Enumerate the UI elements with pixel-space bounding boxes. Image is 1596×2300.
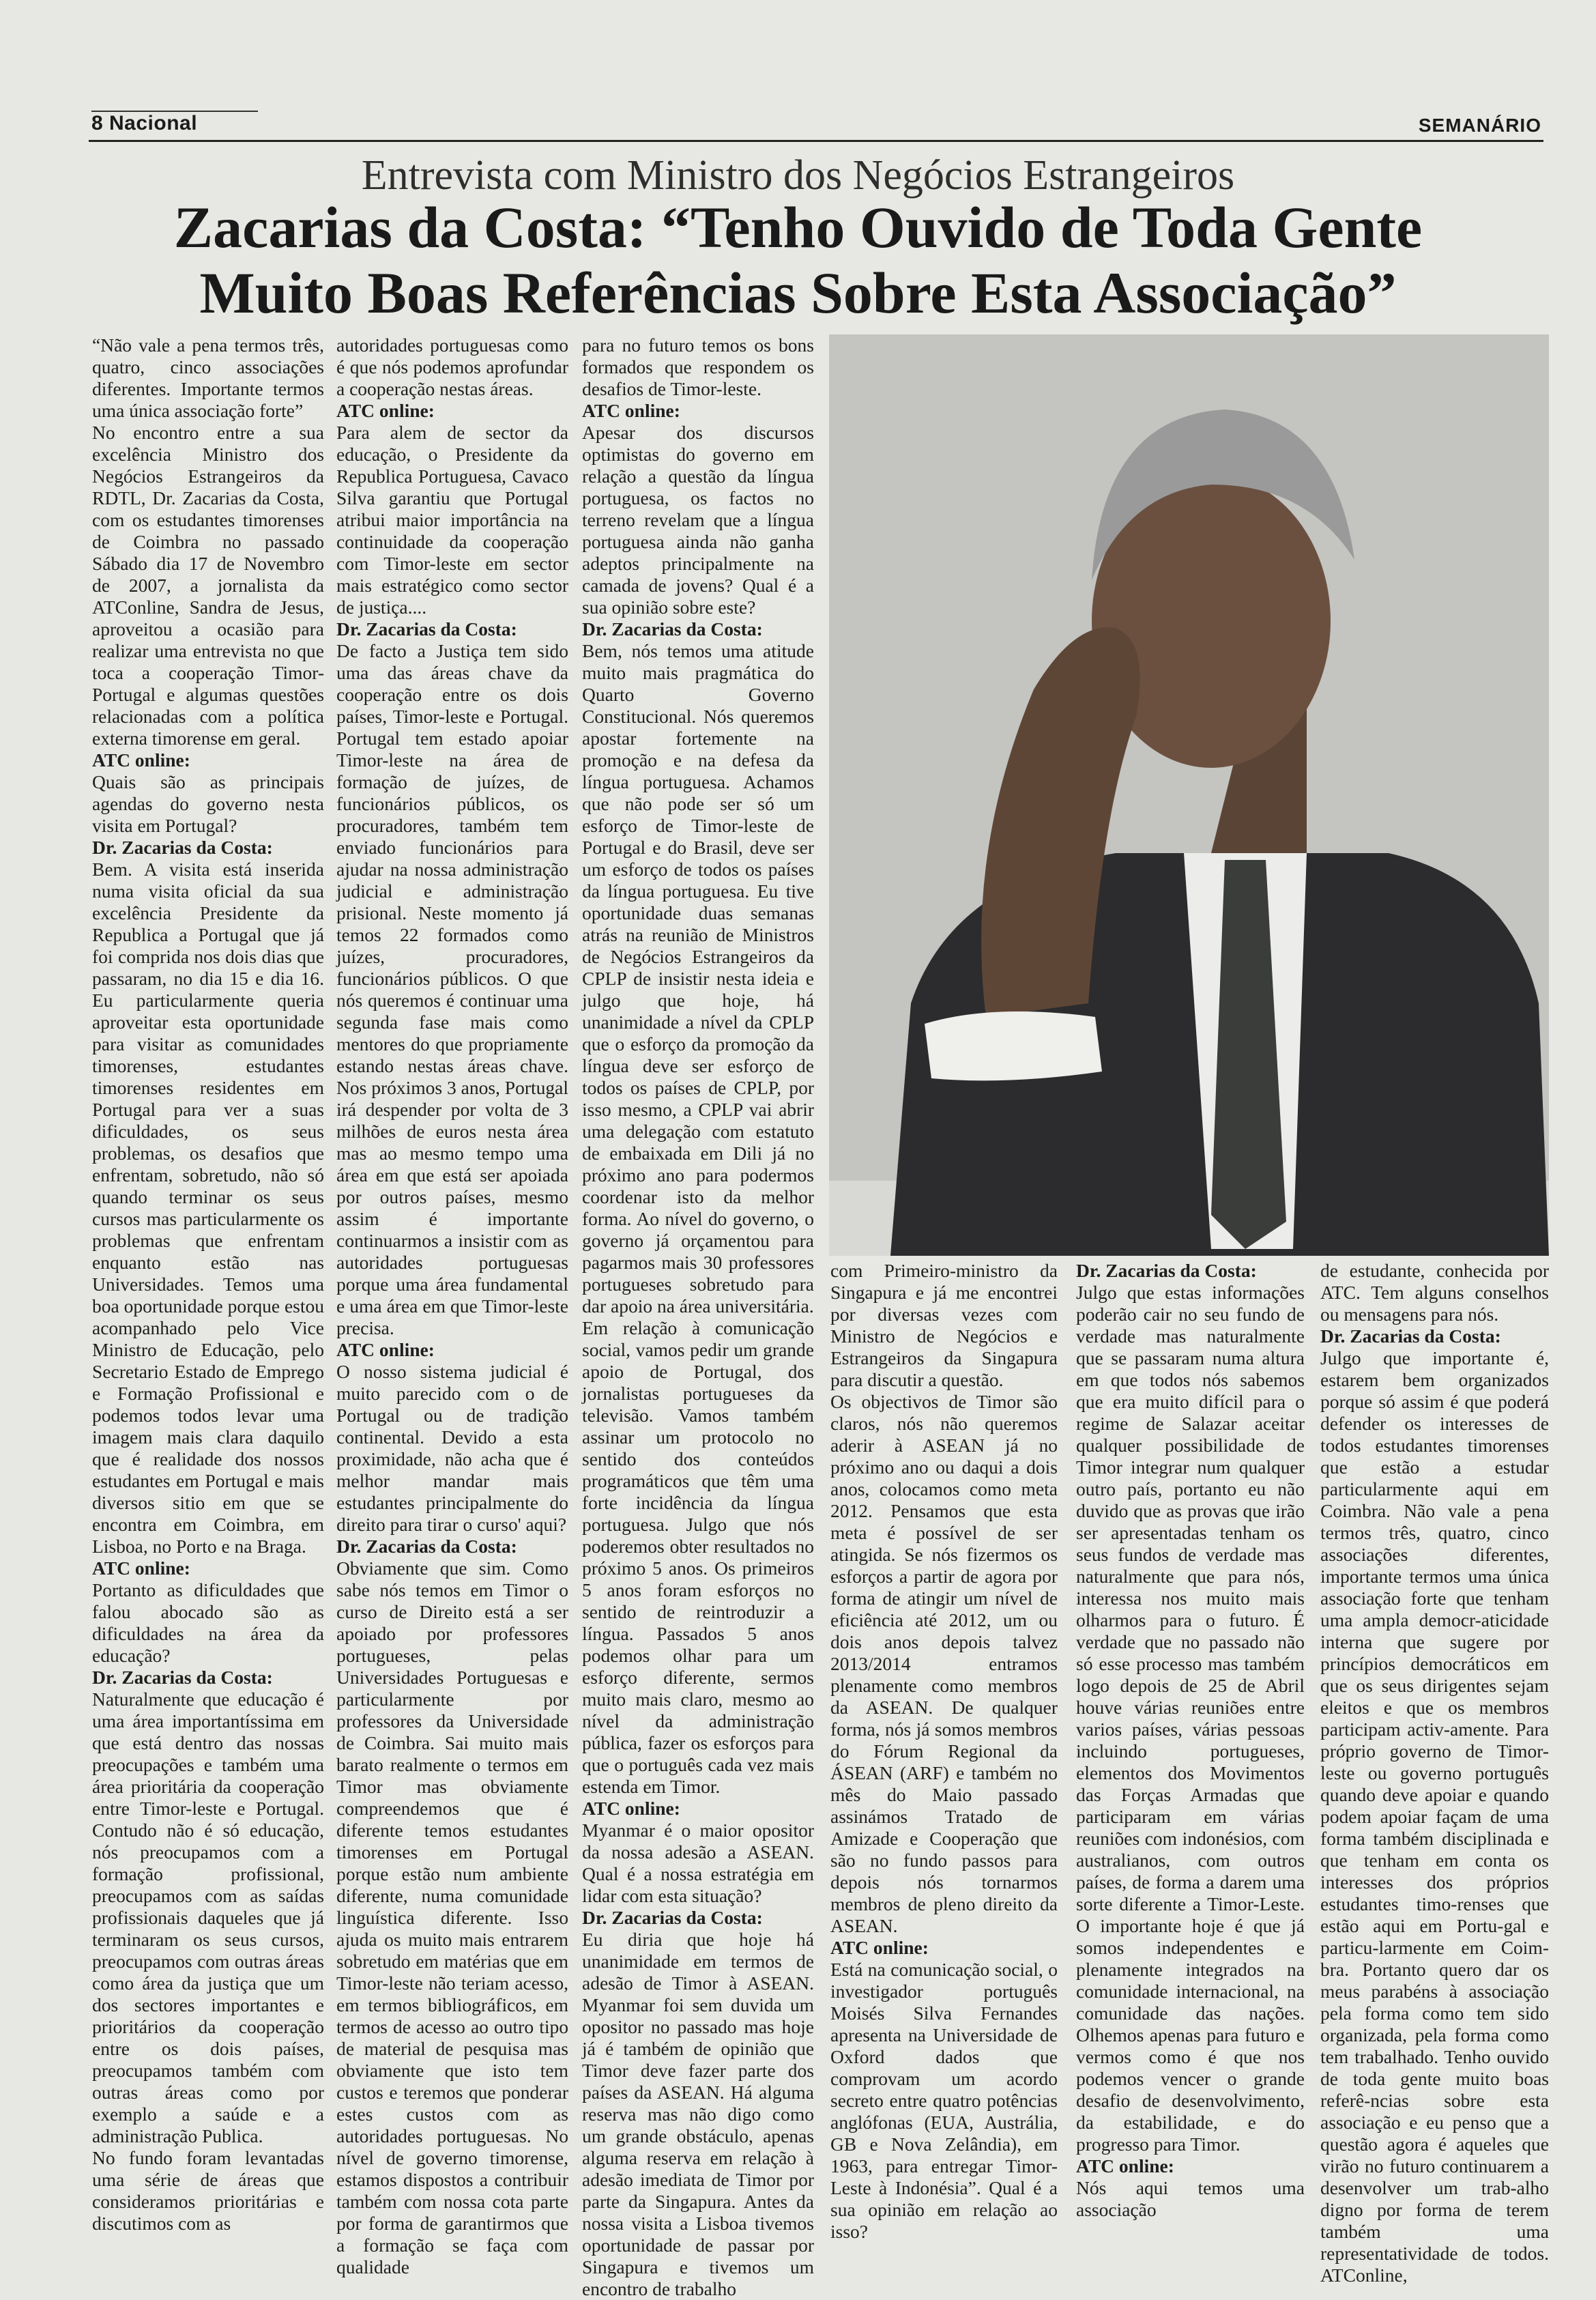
- paragraph: Eu diria que hoje há unanimidade em termos de adesão de Timor à ASEAN. Myanmar foi sem duvida um opositor no passado mas hoje já é também de opinião que Timor deve fazer parte dos países da ASEAN. Há alguma reserva mas não digo como um grande obstáculo, apenas alguma reserva em relação à adesão imediata de Timor por parte da Singapura. Antes da nossa visita a Lisboa tivemos oportunidade de passar por Singapura e tivemos um encontro de trabalho: [582, 1929, 814, 2299]
- section-label: 8 Nacional: [91, 112, 198, 134]
- paragraph: Os objectivos de Timor são claros, nós não queremos aderir à ASEAN já no próximo ano ou daqui a dois anos, colocamos como meta 2012. Pensamos que esta meta é possível de ser atingida. Se nós fizermos os esforços a partir de agora por forma de atingir um nível de eficiência até 2012, um ou dois anos depois talvez 2013/2014 entramos plenamente como membros da ASEAN. De qualquer forma, nós já somos membros do Fórum Regional da ÁSEAN (ARF) e também no mês do Maio passado assinámos Tratado de Amizade e Cooperação que são no fundo passos para depois nós tornarmos membros de pleno direito da ASEAN.: [830, 1391, 1058, 1936]
- speaker-label: Dr. Zacarias da Costa:: [92, 1667, 273, 1688]
- paragraph: para no futuro temos os bons formados que respondem os desafios de Timor-leste.: [582, 334, 814, 399]
- paragraph: Bem. A visita está inserida numa visita oficial da sua excelência Presidente da Republica a Portugal que já foi comprida nos dois dias que passaram, no dia 15 e dia 16. Eu particularmente queria aproveitar esta oportunidade para visitar as comunidades timorenses, estudantes timorenses residentes em Portugal para ver a suas dificuldades, os seus problemas, os desafios que enfrentam, sobretudo, não só quando terminar os seus cursos mas particularmente os problemas que enfrentam enquanto estão nas Universidades. Temos uma boa oportunidade porque estou acompanhado pelo Vice Ministro de Educação, pelo Secretario Estado de Emprego e Formação Profissional e podemos todos levar uma imagem mais clara daquilo que é realidade dos nossos estudantes em Portugal e mais diversos sitio em que se encontra em Coimbra, em Lisboa, no Porto e na Braga.: [92, 859, 324, 1557]
- speaker-label: Dr. Zacarias da Costa:: [1320, 1325, 1501, 1347]
- speaker-label: Dr. Zacarias da Costa:: [92, 837, 273, 858]
- speaker-label: ATC online:: [336, 1339, 435, 1360]
- headline-line-1: Zacarias da Costa: “Tenho Ouvido de Toda Gente: [173, 195, 1423, 260]
- masthead: SEMANÁRIO: [1418, 115, 1541, 136]
- speaker-label: ATC online:: [582, 1798, 680, 1819]
- paragraph: Myanmar é o maior opositor da nossa adesão a ASEAN. Qual é a nossa estratégia em lidar com esta situação?: [582, 1820, 814, 1906]
- column-4: [830, 1260, 1058, 2243]
- paragraph: Para alem de sector da educação, o Presidente da Republica Portuguesa, Cavaco Silva garantiu que Portugal atribui maior importância na continuidade da cooperação com Timor-leste em sector mais estratégico como sector de justiça....: [336, 422, 568, 618]
- paragraph: No fundo foram levantadas uma série de áreas que consideramos prioritárias e discutimos com as: [92, 2147, 324, 2234]
- header-divider: [89, 140, 1543, 142]
- paragraph: Bem, nós temos uma atitude muito mais pragmática do Quarto Governo Constitucional. Nós queremos apostar fortemente na promoção e na defesa da língua portuguesa. Achamos que não pode ser só um esforço de Timor-leste de Portugal e do Brasil, deve ser um esforço de todos os países da língua portuguesa. Eu tive oportunidade duas semanas atrás na reunião de Ministros de Negócios Estrangeiros da CPLP de insistir nesta ideia e julgo que hoje, há unanimidade a nível da CPLP que o esforço da promoção da língua deve ser esforço de todos os países de CPLP, por isso mesmo, a CPLP vai abrir uma delegação com estatuto de embaixada em Dili já no próximo ano para podermos coordenar isto da melhor forma. Ao nível do governo, o governo já orçamentou para pagarmos mais 30 professores portugueses sobretudo para dar apoio na área universitária.: [582, 640, 814, 1317]
- speaker-label: Dr. Zacarias da Costa:: [582, 618, 763, 639]
- speaker-label: ATC online:: [582, 400, 680, 421]
- paragraph: de estudante, conhecida por ATC. Tem alguns conselhos ou mensagens para nós.: [1320, 1260, 1549, 1325]
- speaker-label: ATC online:: [1076, 2155, 1174, 2176]
- column-6: [1320, 1260, 1549, 2286]
- paragraph: Em relação à comunicação social, vamos pedir um grande apoio de Portugal, dos jornalistas portugueses da televisão. Vamos também assinar um protocolo no sentido dos conteúdos programáticos que têm uma forte incidência da língua portuguesa. Julgo que nós poderemos obter resultados no próximo 5 anos. Os primeiros 5 anos foram esforços no sentido de reintroduzir a língua. Passados 5 anos podemos olhar para um esforço diferente, sermos muito mais claro, mesmo ao nível da administração pública, fazer os esforços para que o português cada vez mais estenda em Timor.: [582, 1317, 814, 1797]
- paragraph: De facto a Justiça tem sido uma das áreas chave da cooperação entre os dois países, Timor-leste e Portugal. Portugal tem estado apoiar Timor-leste na área de formação de juízes, de funcionários públicos, os procuradores, também tem enviado funcionários para ajudar na nossa administração judicial e administração prisional. Neste momento já temos 22 formados como juízes, procuradores, funcionários públicos. O que nós queremos é continuar uma segunda fase mais como mentores do que propriamente estando nestas áreas chave. Nos próximos 3 anos, Portugal irá despender por volta de 3 milhões de euros nesta área mas ao mesmo tempo uma área em que está ser apoiada por outros países, mesmo assim é importante continuarmos a insistir com as autoridades portuguesas porque uma área fundamental e uma área em que Timor-leste precisa.: [336, 640, 568, 1338]
- column-1: [92, 334, 324, 2234]
- paragraph: Quais são as principais agendas do governo nesta visita em Portugal?: [92, 771, 324, 836]
- paragraph: No encontro entre a sua excelência Ministro dos Negócios Estrangeiros da RDTL, Dr. Zacarias da Costa, com os estudantes timorenses de Coimbra no passado Sábado dia 17 de Novembro de 2007, a jornalista da ATConline, Sandra de Jesus, aproveitou a ocasião para realizar uma entrevista no que toca a cooperação Timor-Portugal e algumas questões relacionadas com a política externa timorense em geral.: [92, 422, 324, 749]
- speaker-label: Dr. Zacarias da Costa:: [582, 1907, 763, 1928]
- article-kicker: Entrevista com Ministro dos Negócios Estrangeiros: [361, 152, 1235, 199]
- speaker-label: Dr. Zacarias da Costa:: [336, 618, 517, 639]
- paragraph: Nós aqui temos uma associação: [1076, 2177, 1305, 2220]
- paragraph: Naturalmente que educação é uma área importantíssima em que está dentro das nossas preocupações e também uma área prioritária da cooperação entre Timor-leste e Portugal. Contudo não é só educação, nós preocupamos com a formação profissional, preocupamos com as saídas profissionais daqueles que já terminaram os seus cursos, preocupamos com outras áreas como área da justiça que um dos sectores importantes e prioritários da cooperação entre os dois países, preocupamos também com outras áreas como por exemplo a saúde e a administração Publica.: [92, 1688, 324, 2146]
- column-5: [1076, 1260, 1305, 2221]
- speaker-label: ATC online:: [830, 1937, 929, 1958]
- paragraph: Portanto as dificuldades que falou abocado são as dificuldades na área da educação?: [92, 1579, 324, 1666]
- paragraph: com Primeiro-ministro da Singapura e já me encontrei por diversas vezes com Ministro de Negócios e Estrangeiros da Singapura para discutir a questão.: [830, 1260, 1058, 1390]
- photo-illustration: [829, 334, 1549, 1256]
- speaker-label: Dr. Zacarias da Costa:: [336, 1536, 517, 1557]
- paragraph: Apesar dos discursos optimistas do governo em relação a questão da língua portuguesa, os factos no terreno revelam que a língua portuguesa ainda não ganha adeptos principalmente na camada de jovens? Qual é a sua opinião sobre este?: [582, 422, 814, 618]
- speaker-label: Dr. Zacarias da Costa:: [1076, 1260, 1257, 1281]
- paragraph: Julgo que estas informações poderão cair no seu fundo de verdade mas naturalmente que se passaram numa altura em que todos nós sabemos que era muito difícil para o regime de Salazar aceitar qualquer possibilidade de Timor integrar num qualquer outro país, portanto eu não duvido que as provas que irão ser apresentadas tenham os seus fundos de verdade mas naturalmente que para nós, interessa nos muito mais olharmos para o futuro. É verdade que no passado não só esse processo mas também logo depois de 25 de Abril houve várias reuniões entre varios países, várias pessoas incluindo portugueses, elementos dos Movimentos das Forças Armadas que participaram em várias reuniões com indonésios, com australianos, com outros países, de forma a darem uma sorte diferente a Timor-Leste. O importante hoje é que já somos independentes e plenamente integrados na comunidade internacional, na comunidade das nações. Olhemos apenas para futuro e vermos como é que nos podemos vencer o grande desafio de desenvolvimento, da estabilidade, e do progresso para Timor.: [1076, 1282, 1305, 2155]
- column-3: [582, 334, 814, 2300]
- article-headline: [41, 195, 1555, 326]
- column-2: [336, 334, 568, 2278]
- paragraph: “Não vale a pena termos três, quatro, cinco associações diferentes. Importante termos uma única associação forte”: [92, 334, 324, 421]
- paragraph: Está na comunicação social, o investigador português Moisés Silva Fernandes apresenta na Universidade de Oxford dados que comprovam um acordo secreto entre quatro potências anglófonas (EUA, Austrália, GB e Nova Zelândia), em 1963, para entregar Timor-Leste à Indonésia”. Qual é a sua opinião em relação ao isso?: [830, 1959, 1058, 2242]
- speaker-label: ATC online:: [92, 749, 190, 771]
- headline-line-2: Muito Boas Referências Sobre Esta Associação”: [199, 260, 1397, 326]
- minister-photo: [829, 334, 1549, 1256]
- paragraph: Julgo que importante é, estarem bem organizados porque só assim é que poderá defender os interesses de todos estudantes timorenses que estão a estudar particularmente aqui em Coimbra. Não vale a pena termos três, quatro, cinco associações diferentes, importante termos uma única associação forte que tenham uma ampla democr-aticidade interna que sugere por princípios democráticos em que os seus dirigentes sejam eleitos e que os membros participam activ-amente. Para próprio governo de Timor-leste ou governo português quando deve apoiar e quando podem apoiar façam de uma forma também disciplinada e que tenham em conta os interesses dos próprios estudantes timo-renses que estão aqui em Portu-gal e particu-larmente em Coim-bra. Portanto quero dar os meus parabéns à associação pela forma como tem sido organizada, pela forma como tem trabalhado. Tenho ouvido de toda gente muito boas referê-ncias sobre esta associação e eu penso que a questão agora é aqueles que virão no futuro continuarem a desenvolver um trab-alho digno por forma de terem também uma representatividade de todos. ATConline,: [1320, 1347, 1549, 2286]
- paragraph: O nosso sistema judicial é muito parecido com o de Portugal ou de tradição continental. Devido a esta proximidade, não acha que é melhor mandar mais estudantes principalmente do direito para tirar o curso' aqui?: [336, 1361, 568, 1535]
- paragraph: Obviamente que sim. Como sabe nós temos em Timor o curso de Direito está a ser apoiado por professores portugueses, pelas Universidades Portuguesas e particularmente por professores da Universidade de Coimbra. Sai muito mais barato realmente o termos em Timor mas obviamente compreendemos que é diferente temos estudantes timorenses em Portugal porque estão num ambiente diferente, numa comunidade linguística diferente. Isso ajuda os muito mais entrarem sobretudo em matérias que em Timor-leste não teriam acesso, em termos bibliográficos, em termos de acesso ao outro tipo de material de pesquisa mas obviamente que isto tem custos e teremos que ponderar estes custos com as autoridades portuguesas. No nível de governo timorense, estamos dispostos a contribuir também com nossa cota parte por forma de garantirmos que a formação se faça com qualidade: [336, 1557, 568, 2277]
- speaker-label: ATC online:: [336, 400, 435, 421]
- paragraph: autoridades portuguesas como é que nós podemos aprofundar a cooperação nestas áreas.: [336, 334, 568, 399]
- speaker-label: ATC online:: [92, 1557, 190, 1579]
